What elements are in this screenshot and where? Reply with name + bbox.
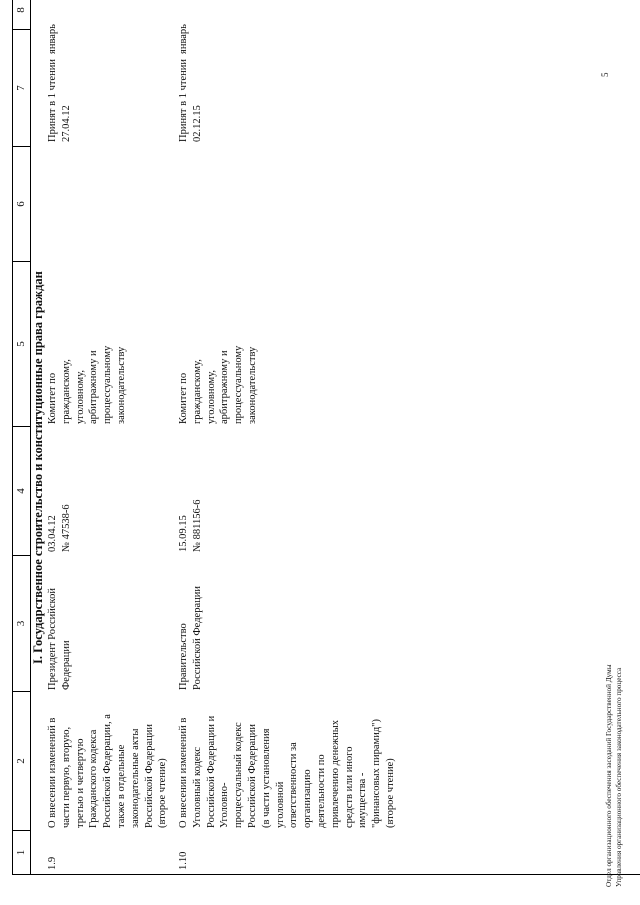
bill-title: О внесении изменений в Уголовный кодекс Российской Федерации и Уголовно- процессуальный кодекс Российской Федерации (в части установления уголовной ответственности за организацию деятельности по привлечению денежных средств или иного имущества - "финансовых пирамид") (второе чтение) [178, 715, 396, 828]
responsible-committee: Комитет по гражданскому, уголовному, арбитражному и процессуальному законодательству [47, 345, 127, 424]
column-number-6: 6 [13, 146, 30, 261]
bill-table [12, 0, 640, 875]
column-number-1: 1 [13, 830, 30, 874]
registration-date-number: 15.09.15 № 881156-6 [178, 499, 203, 552]
footer-line-2: Управления организационного обеспечения законодательного процесса [615, 667, 623, 887]
initiator: Президент Российской Федерации [47, 588, 72, 690]
footer-line-1: Отдел организационного обеспечения заседаний Государственной Думы [605, 664, 613, 887]
planned-month: январь [47, 24, 58, 54]
page-number: 5 [600, 72, 610, 77]
bill-title: О внесении изменений в части первую, вторую, третью и четвертую Гражданского кодекса Российской Федерации, а также в отдельные законодательные акты Российской Федерации (второе чтение) [47, 714, 169, 828]
column-number-3: 3 [13, 555, 30, 691]
column-number-2: 2 [13, 691, 30, 830]
registration-date-number: 03.04.12 № 47538-6 [47, 504, 72, 552]
column-number-7: 7 [13, 29, 30, 146]
responsible-committee: Комитет по гражданскому, уголовному, арбитражному и процессуальному законодательству [178, 345, 258, 424]
column-number-4: 4 [13, 426, 30, 555]
column-number-8: 8 [15, 7, 27, 13]
reading-status: Принят в 1 чтении 02.12.15 [178, 59, 203, 142]
footer-department [604, 387, 624, 887]
planned-month: январь [178, 24, 189, 54]
initiator: Правительство Российской Федерации [178, 586, 203, 690]
column-number-5: 5 [13, 261, 30, 426]
row-number: 1.10 [178, 851, 189, 870]
row-number: 1.9 [47, 856, 58, 870]
reading-status: Принят в 1 чтении 27.04.12 [47, 59, 72, 142]
column-number-row [12, 0, 31, 874]
section-title: I. Государственное строительство и конституционные права граждан [31, 271, 45, 664]
